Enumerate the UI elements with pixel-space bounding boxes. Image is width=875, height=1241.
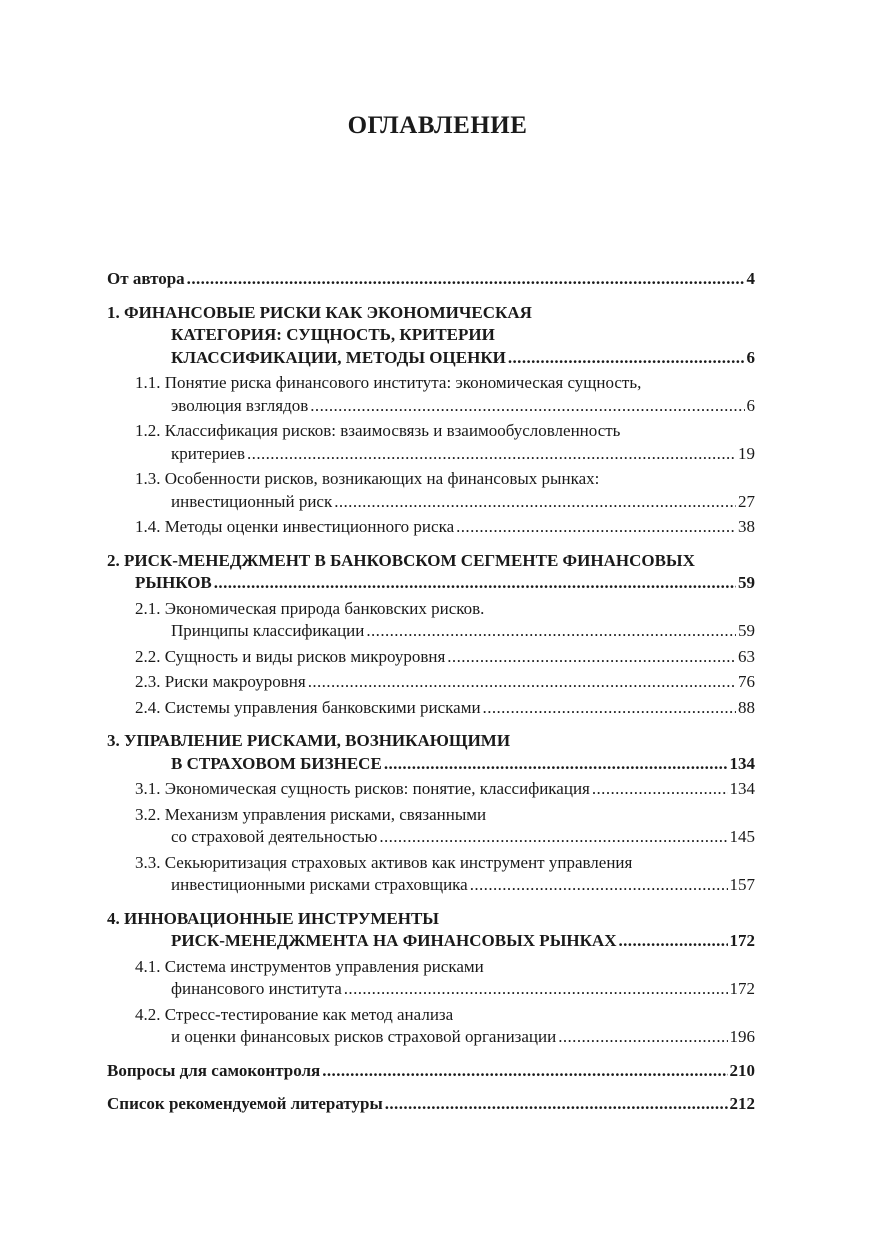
toc-section-3-2[interactable]: 3.2. Механизм управления рисками, связанными со страховой деятельностью ..... 145 [107, 804, 755, 849]
toc-entry-author[interactable] [107, 268, 755, 291]
toc-page-number: 6 [746, 395, 755, 415]
toc-page-number: 19 [738, 443, 755, 463]
toc-chapter-heading-line: КЛАССИФИКАЦИИ, МЕТОДЫ ОЦЕНКИ ..... 6 [107, 347, 755, 370]
toc-leader-dots [366, 620, 736, 643]
toc-section-3-3[interactable]: 3.3. Секьюритизация страховых активов как инструмент управления инвестиционными рисками страховщика ..... 157 [107, 852, 755, 897]
toc-page-number: 210 [729, 1060, 755, 1080]
toc-section-4-1[interactable]: 4.1. Система инструментов управления рисками финансового института ..... 172 [107, 956, 755, 1001]
toc-section-1-4[interactable]: 1.4. Методы оценки инвестиционного риска ..... 38 [107, 516, 755, 539]
toc-leader-dots [558, 1026, 727, 1049]
toc-chapter-heading-line: 3. УПРАВЛЕНИЕ РИСКАМИ, ВОЗНИКАЮЩИМИ [107, 731, 511, 750]
toc-leader-dots [447, 646, 736, 669]
toc-leader-dots [384, 753, 728, 776]
toc-entry-label: Список рекомендуемой литературы [107, 1094, 383, 1113]
toc-entry-literature[interactable] [107, 1093, 755, 1116]
toc-chapter-heading-line: 2. РИСК-МЕНЕДЖМЕНТ В БАНКОВСКОМ СЕГМЕНТЕ ФИНАНСОВЫХ [107, 550, 695, 570]
toc-page-number: 196 [729, 1027, 755, 1046]
toc-leader-dots [456, 516, 736, 539]
toc-leader-dots [214, 572, 736, 595]
toc-page-number: 6 [746, 347, 755, 367]
toc-chapter-heading-line: 1. ФИНАНСОВЫЕ РИСКИ КАК ЭКОНОМИЧЕСКАЯ [107, 302, 532, 322]
toc-section-1-3[interactable]: 1.3. Особенности рисков, возникающих на финансовых рынках: инвестиционный риск ..... 27 [107, 468, 755, 513]
toc-page-number: 63 [738, 646, 755, 666]
toc-page-number: 157 [729, 875, 755, 894]
toc-section-2-2[interactable]: 2.2. Сущность и виды рисков микроуровня ..... 63 [107, 646, 755, 669]
toc-page-number: 59 [738, 621, 755, 640]
toc-page-number: 172 [729, 931, 755, 950]
toc-section-2-3[interactable]: 2.3. Риски макроуровня ..... 76 [107, 671, 755, 694]
toc-leader-dots [187, 268, 745, 291]
toc-chapter-heading-line: РИСК-МЕНЕДЖМЕНТА НА ФИНАНСОВЫХ РЫНКАХ ..... 172 [107, 930, 755, 953]
toc-chapter-4[interactable] [107, 908, 755, 953]
toc-leader-dots [483, 697, 736, 720]
toc-leader-dots [334, 491, 736, 514]
toc-page-number: 172 [729, 979, 755, 998]
toc-chapter-heading-line: В СТРАХОВОМ БИЗНЕСЕ ..... 134 [107, 753, 755, 776]
toc-section-2-4[interactable]: 2.4. Системы управления банковскими рисками ..... 88 [107, 697, 755, 720]
toc-chapter-1[interactable] [107, 302, 755, 370]
toc-section-3-1[interactable]: 3.1. Экономическая сущность рисков: понятие, классификация ..... 134 [107, 778, 755, 801]
toc-chapter-3[interactable] [107, 730, 755, 775]
toc-chapter-heading-line: 4. ИННОВАЦИОННЫЕ ИНСТРУМЕНТЫ [107, 908, 439, 928]
toc-page-number: 76 [738, 672, 755, 691]
toc-leader-dots [379, 826, 727, 849]
toc-leader-dots [508, 347, 745, 370]
toc-page-number: 134 [729, 753, 755, 773]
toc-page-number: 38 [738, 517, 755, 536]
toc-entry-label: От автора [107, 269, 185, 288]
toc-page-number: 27 [738, 491, 755, 511]
toc-entry-label: Вопросы для самоконтроля [107, 1060, 321, 1080]
toc-section-1-2[interactable]: 1.2. Классификация рисков: взаимосвязь и взаимообусловленность критериев ..... 19 [107, 420, 755, 465]
toc-chapter-2[interactable] [107, 550, 755, 595]
toc-section-2-1[interactable]: 2.1. Экономическая природа банковских рисков. Принципы классификации ..... 59 [107, 598, 755, 643]
toc-leader-dots [322, 1060, 727, 1083]
toc-page-number: 212 [729, 1094, 755, 1113]
table-of-contents [107, 268, 755, 1116]
toc-section-1-1[interactable]: 1.1. Понятие риска финансового института: экономическая сущность, эволюция взглядов ..... 6 [107, 372, 755, 417]
toc-page-number: 134 [729, 779, 755, 798]
toc-page-number: 145 [729, 827, 755, 846]
toc-chapter-heading-line: РЫНКОВ ..... 59 [107, 572, 755, 595]
toc-leader-dots [310, 395, 744, 418]
toc-leader-dots [385, 1093, 728, 1116]
toc-leader-dots [308, 671, 736, 694]
toc-leader-dots [247, 443, 736, 466]
toc-page-number: 59 [738, 573, 755, 592]
toc-leader-dots [619, 930, 728, 953]
toc-chapter-heading-line: КАТЕГОРИЯ: СУЩНОСТЬ, КРИТЕРИИ [171, 325, 495, 344]
toc-page-number: 88 [738, 697, 755, 717]
toc-leader-dots [470, 874, 728, 897]
toc-leader-dots [344, 978, 728, 1001]
page-title: ОГЛАВЛЕНИЕ [347, 112, 528, 139]
toc-entry-questions[interactable] [107, 1060, 755, 1083]
toc-section-4-2[interactable]: 4.2. Стресс-тестирование как метод анализа и оценки финансовых рисков страховой организации ..... 196 [107, 1004, 755, 1049]
toc-leader-dots [592, 778, 728, 801]
toc-page-number: 4 [746, 269, 755, 288]
